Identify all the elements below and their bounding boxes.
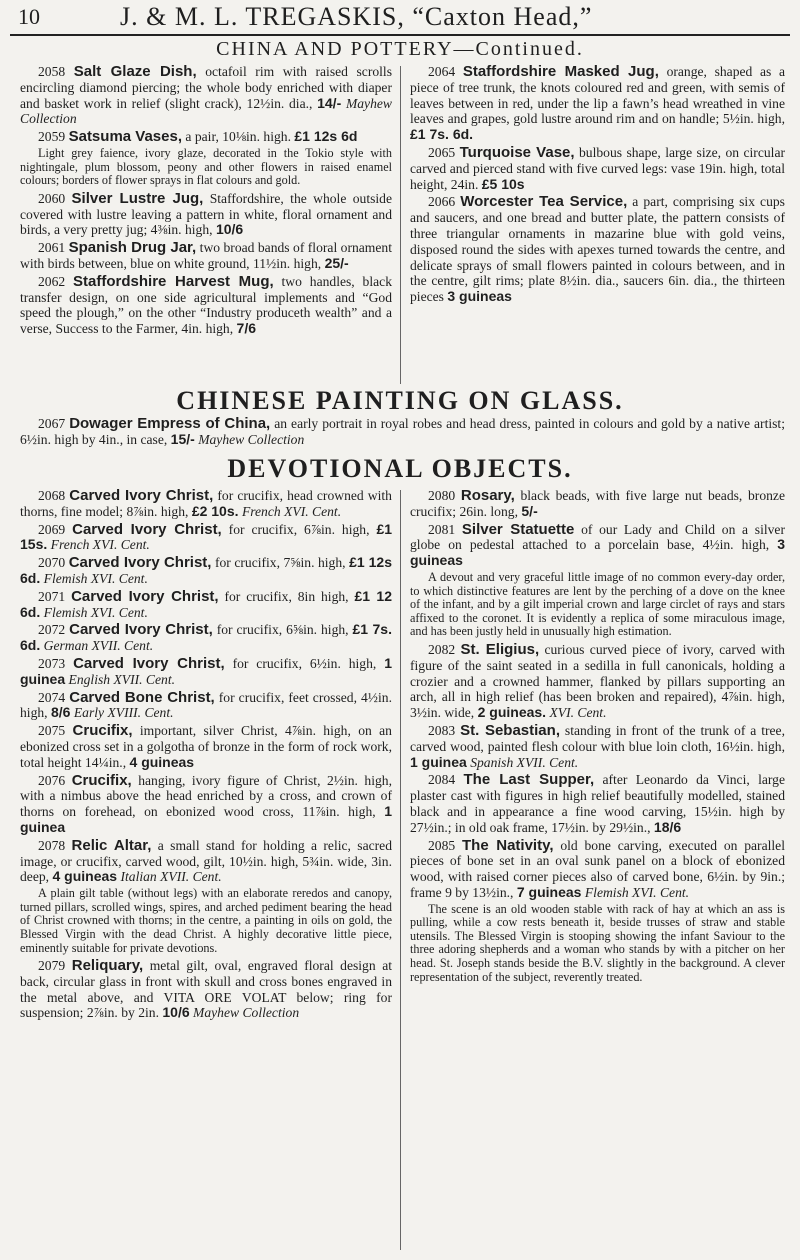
entry-note: Mayhew Collection [198, 431, 305, 447]
entry-price: £1 12 6d. [20, 587, 392, 620]
entry-text: for crucifix, head crowned with thorns, fine model; 8⅞in. high, [20, 488, 392, 519]
entry-price: 3 guineas [447, 288, 512, 305]
entry-heading: Carved Ivory Christ, [68, 554, 212, 572]
catalogue-entry [410, 772, 785, 835]
entry-text: two handles, black transfer design, on one side agricultural implements and “God speed the plough,” on the other “Industry produceth wealth” and a verse, Success to the Farmer, 4in. high, [20, 273, 392, 337]
entry-description [410, 903, 785, 985]
entry-text: black beads, with five large nut beads, bronze crucifix; 26in. long, [410, 488, 785, 519]
entry-number: 2079 [38, 958, 66, 974]
entry-text: for crucifix, 8in high, [224, 588, 349, 604]
catalogue-entry [20, 656, 392, 688]
entry-price: 15/- [170, 430, 195, 447]
entry-price: £1 7s. 6d. [410, 126, 474, 143]
catalogue-entry [20, 773, 392, 836]
entry-price: 18/6 [653, 818, 682, 835]
entry-price: £1 12s 6d. [20, 554, 392, 586]
entry-heading: Crucifix, [72, 722, 133, 740]
entry-heading: The Last Supper, [463, 771, 595, 789]
catalogue-entry [410, 145, 785, 192]
catalogue-entry [410, 522, 785, 569]
catalogue-entry [20, 488, 392, 520]
section-title-china: CHINA AND POTTERY—Continued. [216, 38, 584, 60]
entry-text: orange, shaped as a piece of tree trunk, the knots coloured red and green, with semis of leaves between in red, under the lip a fawn’s head wreathed in vine leaves and grapes, gold lustre around rim and on handle; 5½in. high, [410, 64, 786, 127]
catalogue-entry [20, 690, 392, 722]
catalogue-entry [20, 64, 392, 127]
entry-price: 3 guineas [410, 536, 785, 569]
entry-text: for crucifix, 6⅞in. high, [228, 521, 370, 537]
entry-text: for crucifix, 7⅝in. high, [214, 555, 346, 571]
entry-price: £1 15s. [20, 520, 393, 553]
entry-heading: Turquoise Vase, [459, 143, 575, 161]
page-number: 10 [18, 4, 40, 29]
entry-text: a part, comprising six cups and saucers, and one bread and butter plate, the pattern consists of three triangular ornaments in mazarine blue with gold veins, disposed round the sides with apexes turned towards the centre, and delicate sprays of small flowers painted in colours between, and in the centre, gilt rims; plate 8½in. dia., saucers 6in. dia., the thirteen pieces [410, 194, 785, 305]
catalogue-entry [20, 191, 392, 238]
entry-heading: Satsuma Vases, [68, 128, 183, 146]
entry-price: 2 guineas. [477, 704, 547, 721]
entry-heading: Carved Ivory Christ, [71, 587, 219, 605]
entry-number: 2078 [38, 837, 66, 853]
entry-price: £1 7s. 6d. [20, 621, 392, 654]
column-divider [400, 66, 401, 384]
section-title-glass: CHINESE PAINTING ON GLASS. [176, 386, 624, 415]
entry-heading: Staffordshire Harvest Mug, [73, 272, 274, 290]
entry-heading: Crucifix, [71, 771, 132, 789]
catalogue-entry [20, 522, 392, 554]
glass-column [20, 416, 785, 450]
entry-number: 2068 [38, 488, 66, 503]
entry-number: 2058 [38, 64, 66, 79]
catalogue-entry [20, 723, 392, 770]
entry-price: 14/- [317, 94, 342, 111]
entry-text: octafoil rim with raised scrolls encircling diamond piercing; the whole body enriched with diaper and basket work in relief (slight crack), 12½in. dia., [20, 64, 392, 111]
entry-price: 25/- [324, 254, 349, 271]
column-divider [400, 490, 401, 1250]
entry-note: Mayhew Collection [193, 1005, 300, 1021]
entry-note: Spanish XVII. Cent. [470, 754, 579, 770]
entry-number: 2073 [38, 655, 66, 671]
entry-text: two broad bands of floral ornament with birds between, blue on white ground, 11½in. high, [20, 240, 392, 271]
catalogue-entry [20, 589, 392, 621]
devotional-left-column [20, 488, 392, 1023]
entry-number: 2075 [38, 723, 66, 739]
entry-note: Mayhew Collection [20, 95, 392, 127]
entry-price: £5 10s [481, 175, 525, 192]
devotional-right-column [410, 488, 785, 987]
entry-description [20, 147, 392, 188]
entry-price: 7 guineas [516, 883, 582, 900]
entry-text: for crucifix, 6½in. high, [232, 655, 377, 671]
entry-text: standing in front of the trunk of a tree, carved wood, painted flesh colour with blue loin cloth, 16½in. high, [410, 722, 785, 754]
catalogue-entry [20, 129, 392, 145]
entry-number: 2082 [428, 641, 456, 657]
entry-price: 10/6 [215, 221, 244, 238]
catalogue-entry [410, 642, 785, 721]
entry-text: an early portrait in royal robes and head dress, painted in colours and gold by a native artist; 6½in. high by 4in., in case, [20, 416, 785, 447]
entry-heading: Reliquary, [71, 957, 144, 975]
catalogue-entry [410, 723, 785, 770]
description-text: Light grey faience, ivory glaze, decorated in the Tokio style with nightingale, plum blossom, peony and other flowers in raised enamel colours; borders of flower sprays in flat colours and gold. [20, 145, 392, 188]
entry-number: 2074 [38, 689, 66, 705]
entry-text: for crucifix, feet crossed, 4½in. high, [20, 689, 392, 721]
entry-number: 2071 [38, 588, 66, 604]
entry-text: a pair, 10⅛in. high. [185, 129, 291, 145]
catalogue-entry [410, 488, 785, 520]
entry-text: curious curved piece of ivory, carved with figure of the saint seated in a sedilla in full canonicals, holding a crozier and a crowned hammer, flanked by pillars supporting an arch, all in high relief (has been broken and repaired), 4⅞in. high, 3½in. wide, [410, 641, 785, 721]
entry-note: Italian XVII. Cent. [120, 869, 222, 885]
catalogue-entry [410, 838, 785, 901]
catalogue-entry [20, 958, 392, 1021]
entry-text: of our Lady and Child on a silver globe on pedestal attached to a porcelain base, 4½in. high, [410, 521, 785, 553]
catalogue-entry [20, 416, 785, 448]
entry-heading: The Nativity, [462, 836, 554, 854]
entry-number: 2066 [428, 194, 456, 210]
entry-price: £1 12s 6d [294, 128, 358, 145]
entry-heading: Staffordshire Masked Jug, [462, 63, 659, 80]
running-title: J. & M. L. TREGASKIS, “Caxton Head,” [120, 2, 593, 31]
entry-heading: Carved Ivory Christ, [72, 520, 222, 538]
entry-text: hanging, ivory figure of Christ, 2½in. high, with a nimbus above the head enriched by a cross, and crown of thorns on forehead, on ebonized wood cross, 11⅞in. high, [20, 772, 392, 820]
entry-note: Flemish XVI. Cent. [43, 604, 148, 620]
entry-price: 4 guineas [129, 753, 195, 770]
entry-number: 2085 [428, 837, 456, 853]
entry-price: 8/6 [50, 704, 71, 721]
entry-heading: Dowager Empress of China, [69, 415, 271, 432]
entry-heading: Carved Ivory Christ, [69, 621, 213, 639]
description-text: The scene is an old wooden stable with rack of hay at which an ass is pulling, while a cow rests beneath it, beside trusses of straw and stable utensils. The Blessed Virgin is stooping showing the infant Saviour to the three adoring shepherds and a woman who stands by with a pitcher on her head. St. Joseph stands beside the B.V. slightly in the background. A clever representation of the subject, reverently treated. [410, 901, 785, 984]
entry-note: Early XVIII. Cent. [73, 705, 174, 721]
entry-number: 2084 [428, 772, 456, 788]
entry-number: 2062 [38, 273, 66, 289]
description-text: A devout and very graceful little image of no common every-day order, to which distinctive features are lent by the perching of a dove on the knee of the infant, and by a gilt imperial crown and large circlet of rays and stars affixed to the coronet. It is evidently a replica of some miraculous image, and has been justly held in unusually high estimation. [410, 569, 785, 639]
catalogue-entry [410, 64, 785, 143]
entry-price: 1 guinea [410, 753, 467, 770]
entry-note: German XVII. Cent. [43, 638, 154, 654]
catalogue-entry [20, 838, 392, 885]
entry-heading: Rosary, [460, 487, 515, 504]
entry-note: XVI. Cent. [549, 705, 607, 721]
entry-number: 2083 [428, 722, 456, 738]
entry-price: 10/6 [162, 1004, 190, 1021]
entry-number: 2061 [38, 240, 66, 256]
entry-note: Flemish XVI. Cent. [43, 570, 148, 586]
entry-heading: Carved Ivory Christ, [69, 487, 214, 504]
entry-price: £2 10s. [191, 502, 239, 519]
entry-text: metal gilt, oval, engraved floral design at back, circular glass in front with skull and cross bones engraved in the metal above, and VITA ORE VOLAT below; ring for suspension; 2⅞in. by 2in. [20, 958, 393, 1021]
entry-heading: Silver Statuette [461, 520, 575, 538]
description-text: A plain gilt table (without legs) with an elaborate reredos and canopy, turned pillars, scrolled wings, spires, and arched pediment bearing the head of Christ crowned with thorns; in the centre, a painting in oils on gold, the Blessed Virgin with the dead Christ. A highly decorative little piece, eminently suitable for private devotions. [20, 886, 392, 955]
entry-description [20, 887, 392, 955]
section-title-devotional: DEVOTIONAL OBJECTS. [227, 454, 573, 483]
entry-text: for crucifix, 6⅝in. high, [216, 622, 349, 638]
entry-number: 2067 [38, 416, 66, 431]
entry-text: after Leonardo da Vinci, large plaster cast with figures in high relief beautifully modelled, stained black and in appearance a fine wood carving, 15½in. high by 27½in.; in old oak frame, 17½in. by 29½in., [410, 772, 785, 835]
catalogue-entry [20, 240, 392, 272]
entry-description [410, 571, 785, 639]
catalogue-entry [20, 622, 392, 654]
entry-heading: Silver Lustre Jug, [71, 189, 204, 207]
catalogue-entry [20, 555, 392, 587]
header-rule [10, 34, 790, 36]
entry-note: French XVI. Cent. [50, 537, 150, 553]
entry-heading: Relic Altar, [71, 836, 152, 854]
china-left-column [20, 64, 392, 339]
page-header [0, 0, 800, 40]
entry-text: Staffordshire, the whole outside covered with lustre leaving a pattern in white, floral ornament and birds, a very pretty jug; 4⅜in. high, [20, 190, 392, 238]
entry-heading: St. Eligius, [460, 640, 540, 658]
entry-number: 2059 [38, 129, 66, 145]
entry-price: 4 guineas [52, 868, 118, 885]
entry-number: 2060 [38, 190, 66, 206]
catalogue-entry [410, 194, 785, 305]
entry-number: 2072 [38, 622, 66, 638]
entry-text: old bone carving, executed on parallel pieces of bone set in an oval sunk panel on a block of ebonized wood, with raised corner pieces also of carved bone, 6½in. by 9in.; frame 9 by 13½in., [410, 837, 785, 900]
entry-text: bulbous shape, large size, on circular carved and pierced stand with five curved legs: vase 19in. high, total height, 24in. [410, 144, 785, 192]
entry-number: 2070 [38, 555, 66, 571]
entry-price: 1 guinea [20, 654, 393, 687]
entry-heading: Carved Bone Christ, [69, 688, 215, 706]
entry-heading: Salt Glaze Dish, [73, 63, 197, 80]
entry-text: a small stand for holding a relic, sacred image, or crucifix, carved wood, gilt, 10½in. high, 5¾in. wide, 3in. deep, [20, 837, 392, 885]
entry-price: 7/6 [236, 320, 257, 337]
entry-number: 2065 [428, 144, 456, 160]
entry-heading: Worcester Tea Service, [460, 193, 628, 211]
entry-note: English XVII. Cent. [68, 671, 175, 687]
entry-heading: Carved Ivory Christ, [73, 654, 225, 672]
entry-number: 2064 [428, 64, 456, 79]
entry-number: 2081 [428, 521, 456, 537]
entry-note: French XVI. Cent. [241, 503, 342, 519]
entry-number: 2080 [428, 488, 456, 503]
catalogue-entry [20, 274, 392, 337]
entry-note: Flemish XVI. Cent. [584, 884, 690, 900]
entry-number: 2076 [38, 772, 66, 788]
entry-price: 5/- [521, 502, 538, 519]
entry-text: important, silver Christ, 4⅞in. high, on an ebonized cross set in a golgotha of bronze in the form of rock work, total height 14¼in., [20, 723, 392, 770]
entry-price: 1 guinea [20, 803, 393, 835]
entry-number: 2069 [38, 521, 66, 537]
china-right-column [410, 64, 785, 307]
entry-heading: Spanish Drug Jar, [68, 239, 197, 257]
entry-heading: St. Sebastian, [460, 721, 560, 739]
